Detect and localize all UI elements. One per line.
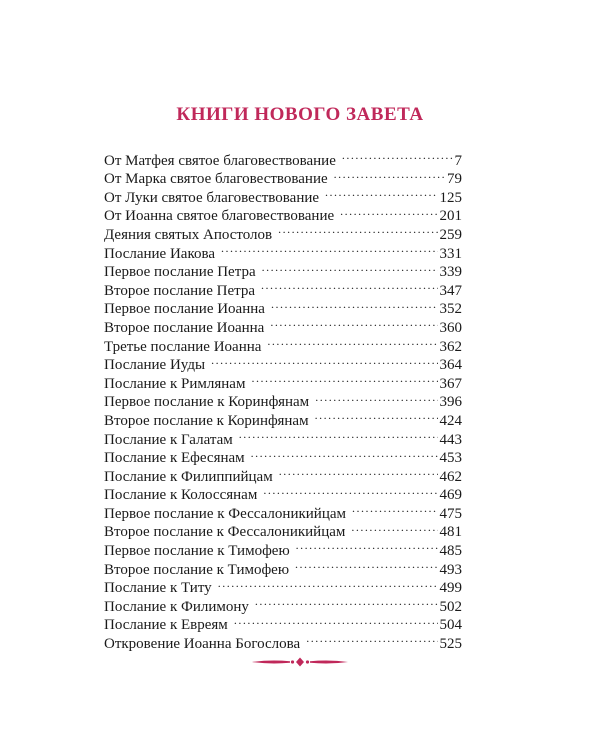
toc-entry-title: Второе послание к Коринфянам — [104, 412, 309, 429]
toc-entry-title: Послание к Титу — [104, 580, 212, 597]
toc-dot-leader — [334, 165, 445, 184]
toc-dot-leader — [351, 518, 437, 537]
toc-dot-leader — [218, 574, 438, 593]
toc-dot-leader — [221, 239, 437, 258]
toc-entry-page-number: 331 — [439, 245, 462, 262]
toc-entry-page-number: 367 — [439, 375, 462, 392]
toc-entry-page-number: 462 — [439, 468, 462, 485]
toc-entry-page-number: 475 — [439, 505, 462, 522]
toc-entry-page-number: 7 — [454, 152, 462, 169]
toc-entry-title: Первое послание к Коринфянам — [104, 394, 310, 411]
page-title: КНИГИ НОВОГО ЗАВЕТА — [176, 104, 424, 125]
toc-entry-page-number: 469 — [439, 487, 462, 504]
table-of-contents — [104, 146, 462, 653]
toc-dot-leader — [279, 462, 438, 481]
toc-dot-leader — [263, 481, 437, 500]
toc-entry-title: От Иоанна святое благовествование — [104, 208, 335, 225]
toc-dot-leader — [340, 202, 437, 221]
toc-entry-title: Деяния святых Апостолов — [104, 226, 273, 243]
toc-entry-title: Третье послание Иоанна — [104, 338, 262, 355]
toc-entry-title: Послание к Галатам — [104, 431, 233, 448]
toc-entry-page-number: 504 — [439, 617, 462, 634]
toc-entry-page-number: 499 — [439, 580, 462, 597]
toc-dot-leader — [296, 536, 438, 555]
toc-entry-page-number: 201 — [439, 208, 462, 225]
toc-dot-leader — [342, 146, 453, 165]
toc-entry-page-number: 424 — [439, 412, 462, 429]
toc-entry-title: Второе послание к Тимофею — [104, 561, 290, 578]
toc-entry-title: Послание к Римлянам — [104, 375, 246, 392]
toc-entry-page-number: 347 — [439, 282, 462, 299]
toc-entry-page-number: 453 — [439, 450, 462, 467]
toc-entry-page-number: 364 — [439, 357, 462, 374]
toc-entry-title: Послание к Колоссянам — [104, 487, 258, 504]
toc-dot-leader — [211, 351, 437, 370]
toc-entry-title: Послание к Филиппийцам — [104, 468, 273, 485]
toc-dot-leader — [315, 388, 437, 407]
toc-entry-title: Первое послание к Тимофею — [104, 543, 290, 560]
toc-entry-page-number: 396 — [439, 394, 462, 411]
toc-dot-leader — [270, 313, 437, 332]
toc-dot-leader — [251, 369, 437, 388]
toc-entry-title: От Луки святое благовествование — [104, 189, 320, 206]
toc-dot-leader — [239, 425, 438, 444]
toc-dot-leader — [255, 592, 438, 611]
toc-entry-page-number: 259 — [439, 226, 462, 243]
toc-entry-page-number: 352 — [439, 301, 462, 318]
toc-dot-leader — [295, 555, 437, 574]
toc-entry-page-number: 360 — [439, 319, 462, 336]
toc-entry-page-number: 79 — [447, 171, 462, 188]
toc-entry-page-number: 485 — [439, 543, 462, 560]
toc-entry-page-number: 502 — [439, 598, 462, 615]
toc-entry-page-number: 125 — [439, 189, 462, 206]
toc-dot-leader — [251, 444, 438, 463]
toc-entry-page-number: 443 — [439, 431, 462, 448]
toc-entry-title: Первое послание Петра — [104, 264, 256, 281]
toc-entry-title: Первое послание к Фессалоникийцам — [104, 505, 346, 522]
toc-dot-leader — [315, 406, 438, 425]
toc-entry-title: Второе послание Петра — [104, 282, 256, 299]
toc-entry-title: Послание к Филимону — [104, 598, 249, 615]
toc-entry-title: Послание Иакова — [104, 245, 216, 262]
toc-entry-title: Послание Иуды — [104, 357, 206, 374]
toc-dot-leader — [271, 295, 438, 314]
toc-entry-page-number: 362 — [439, 338, 462, 355]
toc-entry-title: Послание к Ефесянам — [104, 450, 245, 467]
toc-dot-leader — [325, 183, 437, 202]
toc-entry-title: Второе послание к Фессалоникийцам — [104, 524, 346, 541]
toc-entry-page-number: 339 — [439, 264, 462, 281]
toc-dot-leader — [262, 258, 438, 277]
toc-entry-title: От Марка святое благовествование — [104, 171, 328, 188]
toc-dot-leader — [261, 276, 437, 295]
toc-entry — [104, 146, 462, 169]
toc-dot-leader — [267, 332, 437, 351]
decorative-divider-icon — [250, 656, 350, 668]
toc-entry-title: Первое послание Иоанна — [104, 301, 265, 318]
toc-entry-page-number: 525 — [439, 636, 462, 653]
toc-dot-leader — [234, 611, 438, 630]
toc-dot-leader — [278, 220, 437, 239]
toc-entry-page-number: 481 — [439, 524, 462, 541]
toc-entry-page-number: 493 — [439, 561, 462, 578]
toc-entry-title: Второе послание Иоанна — [104, 319, 265, 336]
toc-entry-title: От Матфея святое благовествование — [104, 152, 336, 169]
toc-dot-leader — [352, 499, 438, 518]
toc-dot-leader — [306, 629, 437, 648]
toc-entry-title: Откровение Иоанна Богослова — [104, 636, 301, 653]
toc-entry-title: Послание к Евреям — [104, 617, 228, 634]
